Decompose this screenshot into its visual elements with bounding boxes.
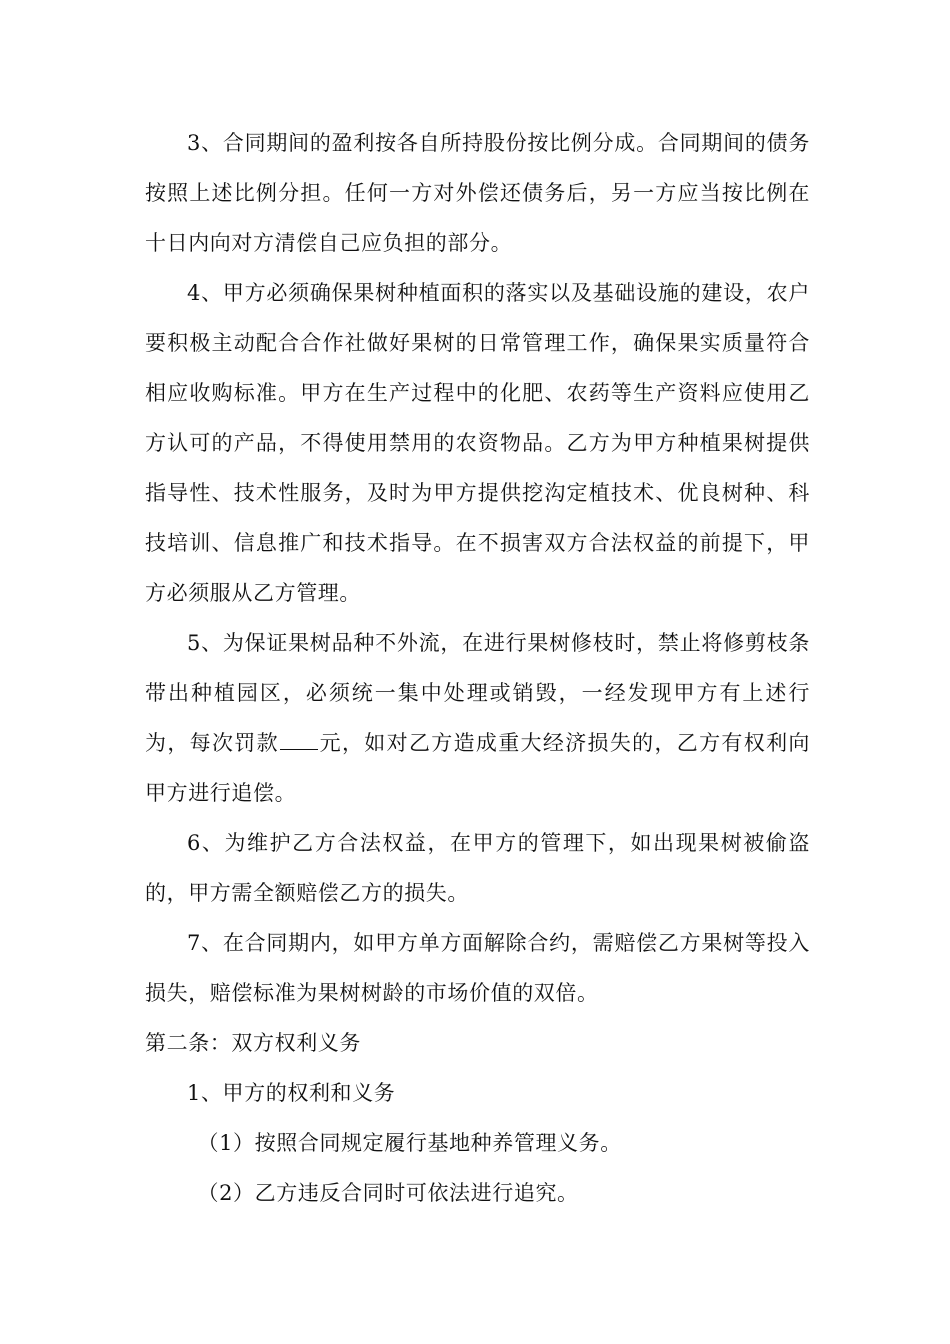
obligation-item-1: （1）按照合同规定履行基地种养管理义务。 <box>197 1131 622 1155</box>
article-2-heading: 第二条：双方权利义务 <box>145 1031 361 1055</box>
clause-6-paragraph: 6、为维护乙方合法权益，在甲方的管理下，如出现果树被偷盗的，甲方需全额赔偿乙方的损失。 <box>145 831 810 905</box>
section-1-heading: 1、甲方的权利和义务 <box>187 1081 396 1105</box>
clause-5-text-before: 5、为保证果树品种不外流，在进行果树修枝时，禁止将修剪枝条带出种植园区，必须统一集中处理或销毁，一经发现甲方有上述行为，每次罚款 <box>145 631 810 755</box>
clause-4-paragraph: 4、甲方必须确保果树种植面积的落实以及基础设施的建设，农户要积极主动配合合作社做好果树的日常管理工作，确保果实质量符合相应收购标准。甲方在生产过程中的化肥、农药等生产资料应使用乙方认可的产品，不得使用禁用的农资物品。乙方为甲方种植果树提供指导性、技术性服务，及时为甲方提供挖沟定植技术、优良树种、科技培训、信息推广和技术指导。在不损害双方合法权益的前提下，甲方必须服从乙方管理。 <box>145 281 810 605</box>
fine-amount-blank <box>280 731 318 750</box>
clause-5-paragraph <box>145 618 810 818</box>
clause-7-paragraph: 7、在合同期内，如甲方单方面解除合约，需赔偿乙方果树等投入损失，赔偿标准为果树树龄的市场价值的双倍。 <box>145 931 810 1005</box>
document-body <box>145 118 810 1218</box>
clause-5-text-after: 元，如对乙方造成重大经济损失的，乙方有权利向甲方进行追偿。 <box>145 731 810 805</box>
obligation-item-2: （2）乙方违反合同时可依法进行追究。 <box>197 1181 579 1205</box>
clause-3-paragraph: 3、合同期间的盈利按各自所持股份按比例分成。合同期间的债务按照上述比例分担。任何一方对外偿还债务后，另一方应当按比例在十日内向对方清偿自己应负担的部分。 <box>145 131 810 255</box>
